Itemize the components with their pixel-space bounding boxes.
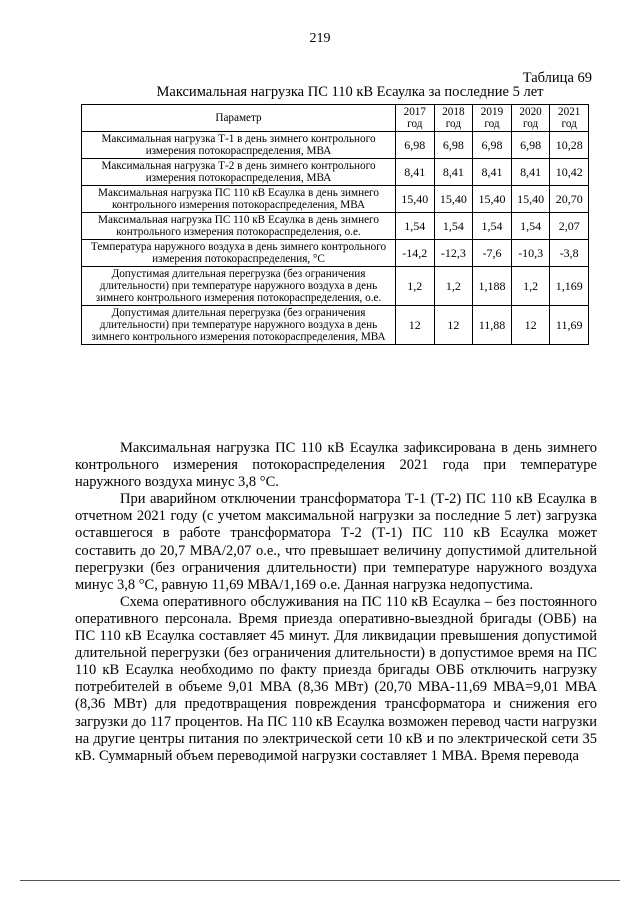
footer-divider — [20, 880, 620, 881]
value-cell: 15,40 — [473, 186, 512, 213]
value-cell: 8,41 — [473, 159, 512, 186]
value-cell: 1,188 — [473, 267, 512, 306]
value-cell: 1,54 — [434, 213, 473, 240]
value-cell: 20,70 — [550, 186, 589, 213]
value-cell: 10,42 — [550, 159, 589, 186]
param-cell: Допустимая длительная перегрузка (без ограничения длительности) при температуре наружного воздуха в день зимнего контрольного измерения потокораспределения, МВА — [82, 306, 396, 345]
value-cell: 8,41 — [434, 159, 473, 186]
value-cell: 15,40 — [434, 186, 473, 213]
value-cell: 15,40 — [511, 186, 550, 213]
table-row — [82, 186, 589, 213]
value-cell: 6,98 — [511, 132, 550, 159]
paragraph: Максимальная нагрузка ПС 110 кВ Есаулка зафиксирована в день зимнего контрольного измерения потокораспределения 2021 года при температуре наружного воздуха минус 3,8 °С. — [75, 440, 597, 491]
value-cell: -7,6 — [473, 240, 512, 267]
value-cell: 12 — [511, 306, 550, 345]
value-cell: 11,88 — [473, 306, 512, 345]
year-unit: год — [522, 118, 539, 130]
value-cell: 1,2 — [434, 267, 473, 306]
page-number: 219 — [309, 31, 331, 46]
year-value: 2019 — [480, 106, 504, 118]
body-text — [75, 440, 597, 765]
year-column-header — [511, 105, 550, 132]
table-row — [82, 240, 589, 267]
value-cell: -3,8 — [550, 240, 589, 267]
year-value: 2020 — [519, 106, 542, 118]
value-cell: 1,54 — [511, 213, 550, 240]
year-value: 2017 — [403, 106, 426, 118]
param-cell: Максимальная нагрузка Т-1 в день зимнего контрольного измерения потокораспределения, МВА — [82, 132, 396, 159]
value-cell: 11,69 — [550, 306, 589, 345]
year-column-header — [396, 105, 435, 132]
year-column-header — [550, 105, 589, 132]
year-unit: год — [445, 118, 462, 130]
value-cell: 1,2 — [511, 267, 550, 306]
value-cell: 12 — [434, 306, 473, 345]
table-label: Таблица 69 — [522, 70, 592, 86]
paragraph: При аварийном отключении трансформатора Т-1 (Т-2) ПС 110 кВ Есаулка в отчетном 2021 году (с учетом максимальной нагрузки за последние 5 лет) загрузка оставшегося в работе трансформатора Т-2 (Т-1) ПС 110 кВ Есаулка может составить до 20,7 МВА/2,07 о.е., что превышает величину допустимой длительной перегрузки (без ограничения длительности) при температуре наружного воздуха минус 3,8 °С, равную 11,69 МВА/1,169 о.е. Данная нагрузка недопустима. — [75, 491, 597, 593]
table-header-row — [82, 105, 589, 132]
value-cell: 10,28 — [550, 132, 589, 159]
paragraph: Схема оперативного обслуживания на ПС 110 кВ Есаулка – без постоянного оперативного персонала. Время приезда оперативно-выездной бригады (ОВБ) на ПС 110 кВ Есаулка составляет 45 минут. Для ликвидации превышения допустимой длительной перегрузки (без ограничения длительности) в допустимое время на ПС 110 кВ Есаулка необходимо по факту приезда бригады ОВБ отключить нагрузку потребителей в объеме 9,01 МВА (8,36 МВт) (20,70 МВА-11,69 МВА=9,01 МВА (8,36 МВт) для предотвращения повреждения трансформатора и снижения его загрузки до 117 процентов. На ПС 110 кВ Есаулка возможен перевод части нагрузки на другие центры питания по электрической сети 10 кВ и по электрической сети 35 кВ. Суммарный объем переводимой нагрузки составляет 1 МВА. Время перевода — [75, 593, 597, 764]
value-cell: 1,54 — [396, 213, 435, 240]
table-row — [82, 213, 589, 240]
year-unit: год — [484, 118, 500, 130]
param-cell: Максимальная нагрузка Т-2 в день зимнего контрольного измерения потокораспределения, МВА — [82, 159, 396, 186]
value-cell: 8,41 — [396, 159, 435, 186]
value-cell: -10,3 — [511, 240, 550, 267]
value-cell: 6,98 — [396, 132, 435, 159]
year-column-header — [434, 105, 473, 132]
param-cell: Допустимая длительная перегрузка (без ограничения длительности) при температуре наружного воздуха в день зимнего контрольного измерения потокораспределения, о.е. — [82, 267, 396, 306]
year-unit: год — [407, 118, 423, 130]
year-value: 2021 — [558, 106, 581, 118]
table-title: Максимальная нагрузка ПС 110 кВ Есаулка за последние 5 лет — [156, 84, 544, 100]
value-cell: 1,169 — [550, 267, 589, 306]
table-row — [82, 306, 589, 345]
year-value: 2018 — [442, 106, 465, 118]
value-cell: 12 — [396, 306, 435, 345]
table-row — [82, 159, 589, 186]
param-column-header: Параметр — [82, 105, 396, 132]
value-cell: 6,98 — [473, 132, 512, 159]
param-cell: Максимальная нагрузка ПС 110 кВ Есаулка в день зимнего контрольного измерения потокораспределения, о.е. — [82, 213, 396, 240]
year-column-header — [473, 105, 512, 132]
table-row — [82, 132, 589, 159]
value-cell: 6,98 — [434, 132, 473, 159]
year-unit: год — [561, 118, 577, 130]
value-cell: -14,2 — [396, 240, 435, 267]
load-table — [81, 104, 589, 345]
value-cell: 15,40 — [396, 186, 435, 213]
table-row — [82, 267, 589, 306]
value-cell: 1,2 — [396, 267, 435, 306]
param-cell: Максимальная нагрузка ПС 110 кВ Есаулка в день зимнего контрольного измерения потокораспределения, МВА — [82, 186, 396, 213]
value-cell: 8,41 — [511, 159, 550, 186]
value-cell: 1,54 — [473, 213, 512, 240]
value-cell: -12,3 — [434, 240, 473, 267]
value-cell: 2,07 — [550, 213, 589, 240]
param-cell: Температура наружного воздуха в день зимнего контрольного измерения потокораспределения, °С — [82, 240, 396, 267]
